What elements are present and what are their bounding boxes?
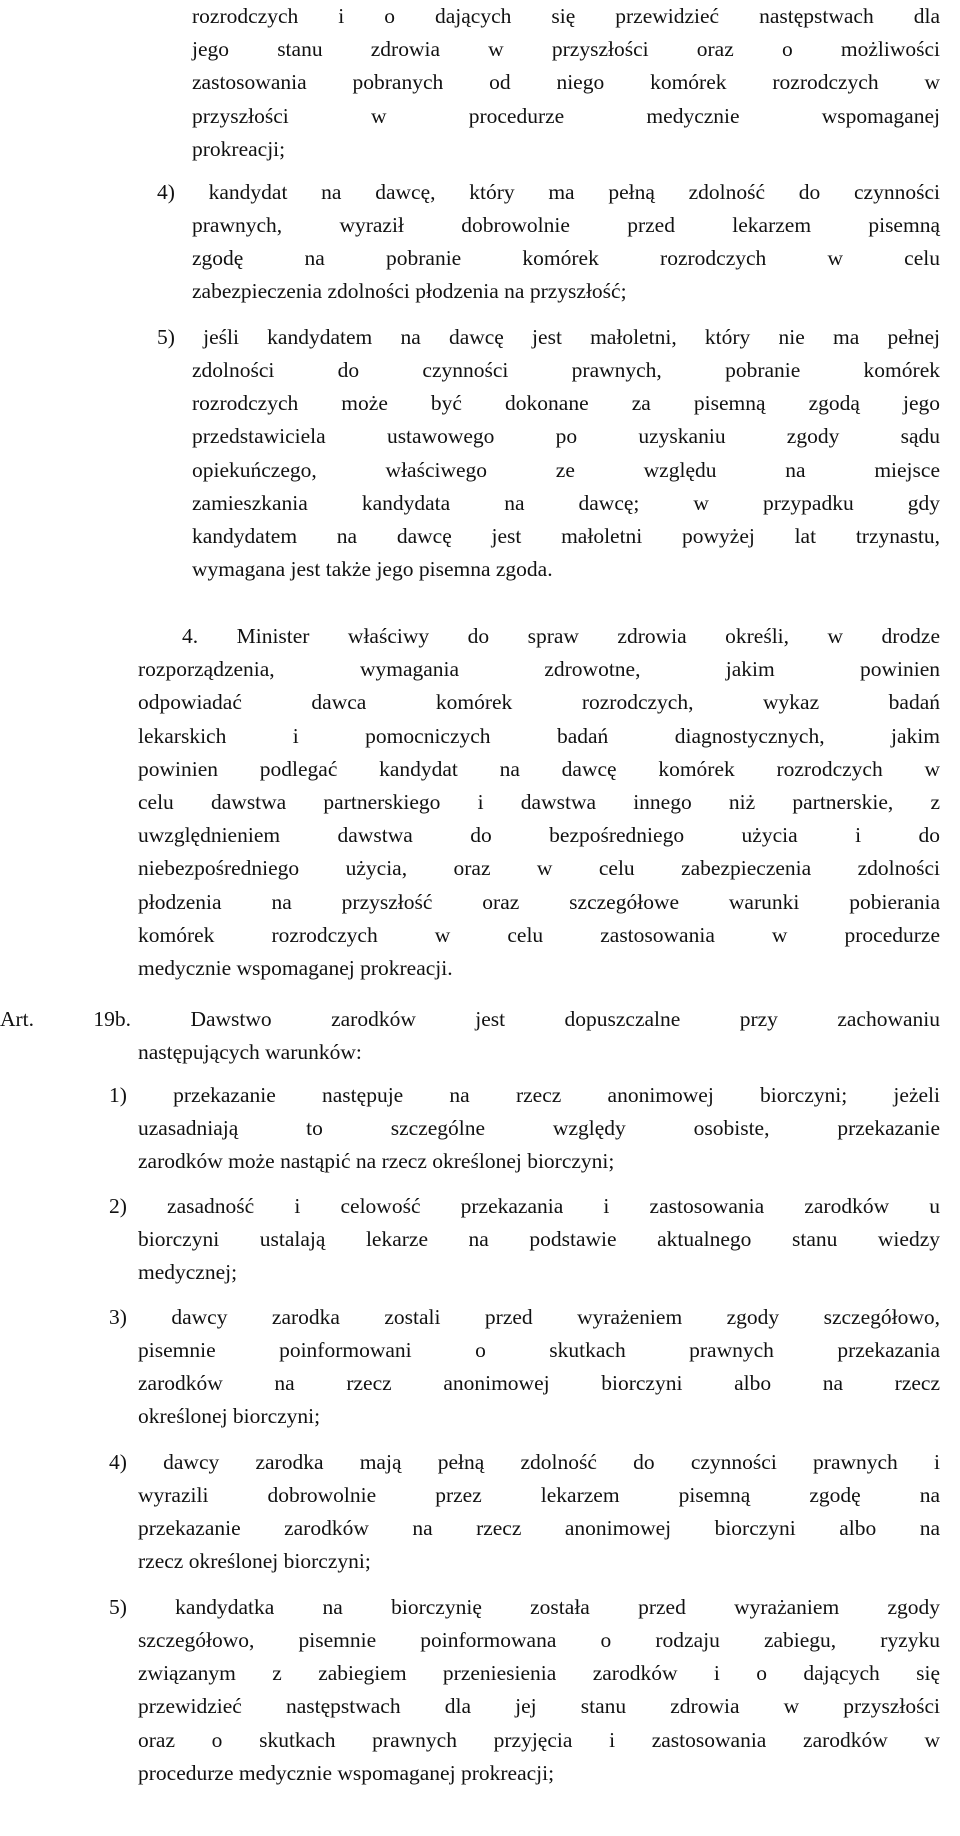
text-line: medycznej;: [138, 1260, 238, 1285]
article-19b: [0, 1003, 940, 1036]
text-line: następujących warunków:: [138, 1040, 362, 1064]
text-line: 5) kandydatka na biorczynię została przed wyrażaniem zgody: [109, 1595, 940, 1619]
list-item-5: [157, 321, 940, 354]
text-line: szczegółowo, pisemnie poinformowana o rodzaju zabiegu, ryzyku: [138, 1628, 940, 1652]
text-line: uzasadniają to szczególne względy osobiste, przekazanie: [138, 1116, 940, 1140]
text-line: przyszłości w procedurze medycznie wspomaganej: [192, 103, 940, 128]
text-line: zarodków może nastąpić na rzecz określonej biorczyni;: [138, 1149, 615, 1174]
text-line: rozrodczych może być dokonane za pisemną zgodą jego: [192, 391, 940, 416]
article-19b-item-4: [109, 1446, 940, 1479]
text-line: wyrazili dobrowolnie przez lekarzem pisemną zgodę na: [138, 1483, 940, 1507]
text-line: 4. Minister właściwy do spraw zdrowia określi, w drodze: [182, 624, 940, 648]
text-line: kandydatem na dawcę jest małoletni powyżej lat trzynastu,: [192, 524, 940, 549]
article-19b-item-4-body: [138, 1479, 940, 1579]
text-line: prawnych, wyraził dobrowolnie przed lekarzem pisemną: [192, 213, 940, 237]
paragraph-4: [138, 620, 940, 985]
text-line: przedstawiciela ustawowego po uzyskaniu zgody sądu: [192, 424, 940, 449]
text-line: lekarskich i pomocniczych badań diagnostycznych, jakim: [138, 723, 940, 748]
text-line: oraz o skutkach prawnych przyjęcia i zastosowania zarodków w: [138, 1727, 940, 1752]
text-line: procedurze medycznie wspomaganej prokreacji;: [138, 1760, 555, 1785]
text-line: komórek rozrodczych w celu zastosowania w procedurze: [138, 922, 940, 947]
article-19b-item-1: [109, 1079, 940, 1112]
text-line: zarodków na rzecz anonimowej biorczyni albo na rzecz: [138, 1371, 940, 1396]
text-line: rozrodczych i o dających się przewidzieć następstwach dla: [192, 4, 940, 28]
article-19b-item-2: [109, 1190, 940, 1223]
text-line: medycznie wspomaganej prokreacji.: [138, 956, 453, 981]
text-line: określonej biorczyni;: [138, 1404, 321, 1429]
article-19b-item-2-body: [138, 1223, 940, 1289]
text-line: zastosowania pobranych od niego komórek rozrodczych w: [192, 70, 940, 95]
text-line: powinien podlegać kandydat na dawcę komórek rozrodczych w: [138, 756, 940, 781]
text-line: 3) dawcy zarodka zostali przed wyrażeniem zgody szczegółowo,: [109, 1305, 940, 1329]
text-line: odpowiadać dawca komórek rozrodczych, wykaz badań: [138, 690, 940, 715]
text-line: biorczyni ustalają lekarze na podstawie aktualnego stanu wiedzy: [138, 1227, 940, 1251]
article-19b-item-3: [109, 1301, 940, 1334]
text-line: przekazanie zarodków na rzecz anonimowej biorczyni albo na: [138, 1516, 940, 1541]
list-item-5-body: [192, 354, 940, 586]
text-line: przewidzieć następstwach dla jej stanu zdrowia w przyszłości: [138, 1694, 940, 1719]
text-line: 4) kandydat na dawcę, który ma pełną zdolność do czynności: [157, 180, 940, 204]
text-line: uwzględnieniem dawstwa do bezpośredniego użycia i do: [138, 823, 940, 848]
text-line: 2) zasadność i celowość przekazania i zastosowania zarodków u: [109, 1194, 940, 1218]
text-line: zdolności do czynności prawnych, pobranie komórek: [192, 358, 940, 382]
text-line: zamieszkania kandydata na dawcę; w przypadku gdy: [192, 490, 940, 515]
list-item-4: [157, 176, 940, 209]
text-line: zabezpieczenia zdolności płodzenia na przyszłość;: [192, 279, 627, 304]
text-line: 4) dawcy zarodka mają pełną zdolność do czynności prawnych i: [109, 1450, 940, 1474]
item-3-continuation: [192, 0, 940, 166]
text-line: jego stanu zdrowia w przyszłości oraz o możliwości: [192, 37, 940, 62]
article-19b-item-5: [109, 1591, 940, 1624]
text-line: związanym z zabiegiem przeniesienia zarodków i o dających się: [138, 1661, 940, 1686]
text-line: prokreacji;: [192, 136, 286, 161]
text-line: płodzenia na przyszłość oraz szczegółowe warunki pobierania: [138, 889, 940, 914]
text-line: rozporządzenia, wymagania zdrowotne, jakim powinien: [138, 657, 940, 682]
text-line: wymagana jest także jego pisemna zgoda.: [192, 557, 553, 582]
list-item-4-body: [192, 209, 940, 309]
text-line: celu dawstwa partnerskiego i dawstwa innego niż partnerskie, z: [138, 790, 940, 815]
text-line: 5) jeśli kandydatem na dawcę jest małoletni, który nie ma pełnej: [157, 325, 940, 349]
text-line: opiekuńczego, właściwego ze względu na miejsce: [192, 457, 940, 482]
text-line: rzecz określonej biorczyni;: [138, 1549, 371, 1574]
text-line: Art. 19b. Dawstwo zarodków jest dopuszczalne przy zachowaniu: [0, 1007, 940, 1031]
text-line: zgodę na pobranie komórek rozrodczych w celu: [192, 246, 940, 271]
article-19b-item-5-body: [138, 1624, 940, 1790]
article-19b-item-3-body: [138, 1334, 940, 1434]
text-line: 1) przekazanie następuje na rzecz anonimowej biorczyni; jeżeli: [109, 1083, 940, 1107]
article-19b-item-1-body: [138, 1112, 940, 1178]
article-19b-intro-cont: [138, 1036, 940, 1069]
text-line: pisemnie poinformowani o skutkach prawnych przekazania: [138, 1338, 940, 1362]
text-line: niebezpośredniego użycia, oraz w celu zabezpieczenia zdolności: [138, 856, 940, 881]
